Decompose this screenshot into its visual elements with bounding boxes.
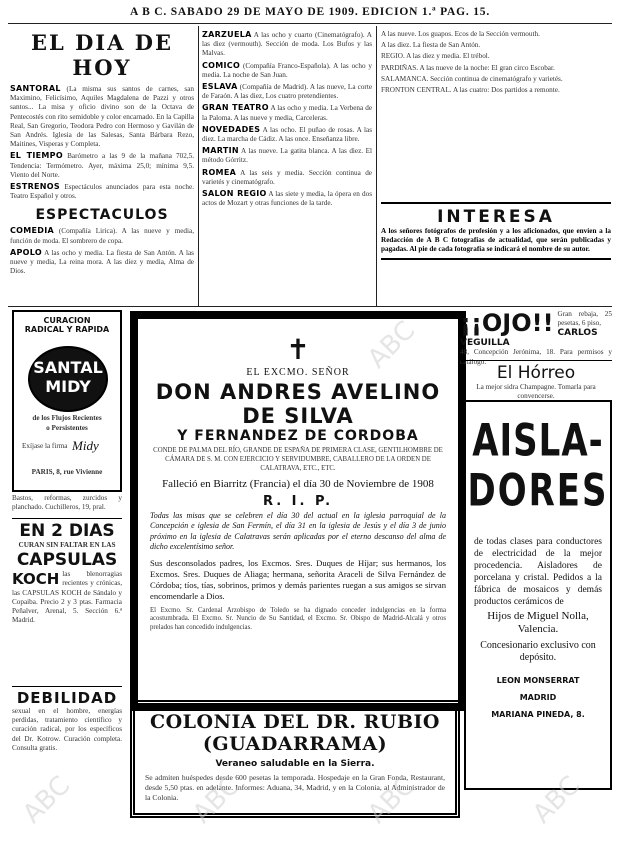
martin-text: A las nueve. La gatita blanca. A las diez. El método Górritz. <box>202 147 372 165</box>
abc-watermark: ABC <box>527 770 587 830</box>
ojo-text2: 48, Concepción Jerónima, 18. Para permisos y catálogo. <box>460 348 612 366</box>
santal-sub2: o Persistentes <box>46 424 88 432</box>
horreo-ad <box>460 360 612 401</box>
column-divider-2 <box>376 26 377 306</box>
ojo-brand: CARLOS VEGUILLA <box>460 328 598 349</box>
ojo-title: ¡¡OJO!! <box>460 309 554 337</box>
aisladores-title2: DORES <box>467 465 609 517</box>
horreo-text: La mejor sidra Champagne. Tomarla para convencerse. <box>476 383 596 401</box>
santal-brand2: MIDY <box>45 377 91 396</box>
eslava-text: (Compañía de Madrid). A las nueve, La corte de Faraón. A las diez, Los cuatro pretendientes. <box>202 83 373 101</box>
comico-text: (Compañía Franco-Española). A las ocho y media. La noche de San Juan. <box>202 61 372 79</box>
obituary-para3: El Excmo. Sr. Cardenal Arzobispo de Toledo se ha dignado conceder indulgencias en la forma acostumbrada. El Excmo. Sr. Nuncio de Su Santidad, el Excmo. Sr. Obispo de Madrid-Alcalá y otros prelados han concedido indulgencias. <box>150 606 446 631</box>
obituary-rip: R. I. P. <box>262 493 334 509</box>
santal-signature: Midy <box>72 438 99 453</box>
debilidad-title: DEBILIDAD <box>16 689 118 707</box>
left-column <box>10 30 194 278</box>
santoral-text: (La misma sus santos de carnes, san Maximino, Felicísimo, Aquiles Magdalena de Pazzi y otros santos... La misa y oficio divino son de la Octava de Pentecostés con rito semidoble y color encarnado. En la Capilla Real, San Gregorio, Teodora Pedro con Hermoso y Gavilán de San Andrés. Iglesia de las Salesas, Santa Bárbara Rezo, Maitines, Visperas y Completa. <box>10 85 194 149</box>
obituary-para1: Todas las misas que se celebren el día 30 del actual en la iglesia parroquial de la Concepción e iglesia de San Fermín, el día 31 en la iglesia de Jesús y el día 3 de junio próximo en la iglesia de Calatravas serán aplicadas por el eterno descanso del alma de dicho excelentísimo señor. <box>150 510 446 552</box>
aisladores-dealer: LEON MONSERRAT <box>496 676 580 685</box>
obituary-name2: Y FERNANDEZ DE CORDOBA <box>177 428 419 444</box>
tiempo-text: Barómetro a las 9 de la mañana 702,5. Tendencia: Termómetro. Ayer, máxima 25,0; mínima 9,5. Viento del Norte. <box>10 152 195 179</box>
debilidad-ad <box>12 686 122 753</box>
capsulas-title2: CAPSULAS <box>16 550 118 571</box>
capsulas-ad <box>12 518 122 625</box>
romea-text: A las seis y media. Sección continua de varietés y cinematógrafo. <box>202 168 372 186</box>
santal-paris: PARIS, 8, rue Vivienne <box>31 468 103 476</box>
right-line: FRONTON CENTRAL. A las cuatro: Dos partidos a remonte. <box>381 86 560 95</box>
comedia-text: (Compañía Lirica). A las nueve y media, función de moda. El sombrero de copa. <box>10 227 195 245</box>
santoral-block <box>10 84 194 201</box>
el-dia-de-hoy-title: EL DIA DE HOY <box>31 30 173 80</box>
novedades-label: NOVEDADES <box>202 124 261 134</box>
abc-watermark: ABC <box>17 770 77 830</box>
capsulas-title3: KOCH <box>12 570 60 589</box>
section-rule <box>8 306 612 307</box>
tiempo-label: EL TIEMPO <box>10 151 63 161</box>
colonia-title: COLONIA DEL DR. RUBIO (GUADARRAMA) <box>150 711 440 755</box>
right-line: A las diez. La fiesta de San Antón. <box>381 41 481 50</box>
salon-label: SALON REGIO <box>202 189 267 199</box>
anuncio-bastos: Bastos, reformas, zurcidos y planchado. Cuchilleros, 19, pral. <box>12 494 122 512</box>
colonia-sub: Veraneo saludable en la Sierra. <box>215 759 375 769</box>
header-rule <box>8 23 612 24</box>
obituary-titles: CONDE DE PALMA DEL RÍO, GRANDE DE ESPAÑA DE PRIMERA CLASE, GENTILHOMBRE DE CÁMARA DE S. M. CON EJERCICIO Y SERVIDUMBRE, CABALLERO DE LA ORDEN DE CALATRAVA, ETC., ETC. <box>153 447 443 473</box>
obituary-para2: Sus desconsolados padres, los Excmos. Sres. Duques de Híjar; sus hermanos, los Excmos. Sres. Duques de Aliaga; hermana, señorita Araceli de Silva Fernández de Córdoba; tíos, tías, sobrinos, primos y demás parientes ruegan a sus amigos se sirvan encomendarle a Dios. <box>150 557 446 601</box>
santal-top2: RADICAL Y RAPIDA <box>24 325 110 334</box>
abc-watermark: ABC <box>187 770 247 830</box>
aisladores-addr: MARIANA PINEDA, 8. <box>491 710 585 719</box>
martin-label: MARTIN <box>202 146 239 156</box>
abc-watermark: ABC <box>362 315 422 375</box>
aisladores-text: de todas clases para conductores de electricidad de la mejor procedencia. Aisladores de porcelana y cristal. Pedidos a la fábrica de mosaicos y demás productos cerámicos de <box>474 537 602 607</box>
comico-label: COMICO <box>202 60 241 70</box>
aisladores-conc: Concesionario exclusivo con depósito. <box>480 640 596 663</box>
eslava-label: ESLAVA <box>202 82 238 92</box>
romea-label: ROMEA <box>202 167 237 177</box>
ojo-text1: Gran rebaja, 25 pesetas, 6 piso, <box>557 310 612 328</box>
right-line: SALAMANCA. Sección continua de cinematógrafo y varietés. <box>381 74 563 83</box>
cross-icon: ✝ <box>286 335 310 366</box>
obituary-died: Falleció en Biarritz (Francia) el día 30 de Noviembre de 1908 <box>162 477 434 490</box>
right-line: REGIO. A las diez y media. El trébol. <box>381 52 490 61</box>
espectaculos-block <box>10 226 194 276</box>
aisladores-city: MADRID <box>519 693 557 702</box>
salon-text: A las siete y media, la ópera en dos actos de Mozart y otras funciones de la tarde. <box>202 190 372 208</box>
right-top-column <box>381 30 611 97</box>
obituary-honor: EL EXCMO. SEÑOR <box>246 367 350 378</box>
santal-top1: CURACION <box>43 316 91 325</box>
santal-sig-label: Exíjase la firma <box>22 442 68 450</box>
ojo-ad <box>460 310 612 367</box>
apolo-text: A las ocho y media. La fiesta de San Antón. A las nueve y media, La reina mora. A las diez y media, Alma de Dios. <box>10 248 194 276</box>
apolo-label: APOLO <box>10 247 42 257</box>
estrenos-label: ESTRENOS <box>10 182 60 192</box>
aisladores-maker: Hijos de Miguel Nolla, Valencia. <box>487 610 589 635</box>
page-header: A B C. SABADO 29 DE MAYO DE 1909. EDICION 1.ª PAG. 15. <box>129 6 491 18</box>
column-divider-1 <box>198 26 199 306</box>
santal-oval <box>28 346 108 412</box>
interesa-box <box>381 202 611 260</box>
estrenos-text: Espectáculos anunciados para esta noche. Teatro Español y otros. <box>10 183 195 201</box>
santal-brand1: SANTAL <box>33 358 103 377</box>
espectaculos-title: ESPECTACULOS <box>35 207 169 224</box>
gran-teatro-label: GRAN TEATRO <box>202 103 269 113</box>
aisladores-ad <box>464 400 612 790</box>
abc-watermark: ABC <box>362 770 422 830</box>
santal-midy-ad <box>12 310 122 492</box>
capsulas-title1: EN 2 DIAS <box>19 521 115 541</box>
right-line: A las nueve. Los guapos. Ecos de la Sección vermouth. <box>381 30 540 38</box>
santoral-label: SANTORAL <box>10 84 61 93</box>
horreo-title: El Hórreo <box>496 363 576 383</box>
middle-column <box>202 30 372 210</box>
colonia-text: Se admiten huéspedes desde 600 pesetas la temporada. Hospedaje en la Gran Fonda, Restaurant, desde 5,50 ptas. en adelante. Informes: Aduana, 34, Madrid, y en la Colonia, al Administrador de la Colonia. <box>145 773 445 802</box>
obituary-notice <box>130 311 466 711</box>
interesa-title: INTERESA <box>437 207 555 227</box>
debilidad-text: sexual en el hombre, energías perdidas, tratamiento científico y curación radical, por los específicos del Dr. Kotrow. Curación completa. Consulta gratis. <box>12 707 122 752</box>
zarzuela-text: A las ocho y cuarto (Cinematógrafo). A las diez (vermouth). Sección de moda. Los Bufos y las Malvas. <box>202 31 373 58</box>
aisladores-title1: AISLA- <box>472 415 604 467</box>
santal-sub1: de los Flujos Recientes <box>32 414 102 422</box>
zarzuela-label: ZARZUELA <box>202 30 252 39</box>
comedia-label: COMEDIA <box>10 226 55 236</box>
right-line: PARDIÑAS. A las nueve de la noche: El gran circo Escobar. <box>381 63 555 72</box>
novedades-text: A las ocho. El puñao de rosas. A las diez. La marcha de Cádiz. A las once. Enseñanza libre. <box>202 125 372 144</box>
gran-teatro-text: A las ocho y media. La Verbena de la Paloma. A las nueve y media, Carceleras. <box>202 104 373 122</box>
obituary-name1: DON ANDRES AVELINO DE SILVA <box>155 380 441 428</box>
interesa-text: A los señores fotógrafos de profesión y a los aficionados, que envíen a la Redacción de A B C fotografías de actualidad, que serán publicadas y pagadas. Al pie de cada fotografía se indicará el nombre de su autor. <box>381 227 611 254</box>
capsulas-sub: CURAN SIN FALTAR EN LAS <box>18 541 116 549</box>
capsulas-text: las blenorragias recientes y crónicas, las CAPSULAS KOCH de Sándalo y Copaiba. Precio 2 y 3 ptas. Farmacia Peñalver, Arenal, 5. Sección 6.ª Madrid. <box>12 570 122 625</box>
